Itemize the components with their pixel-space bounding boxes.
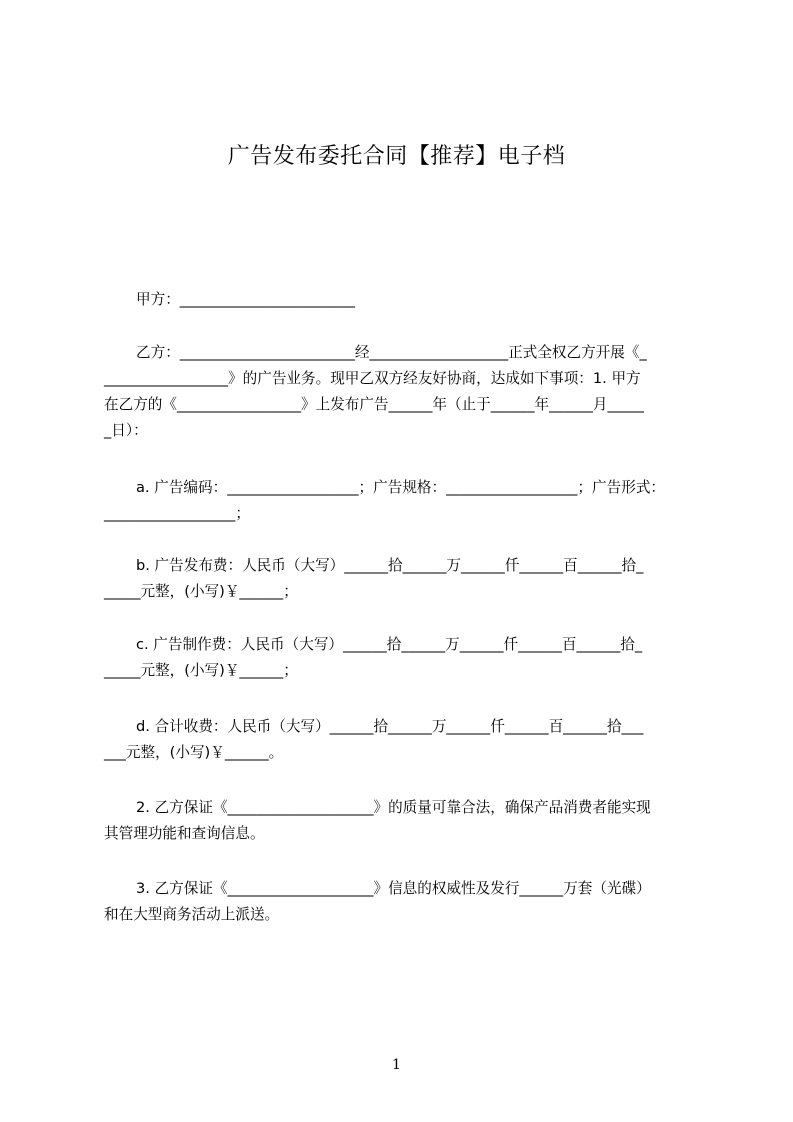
item-c-paragraph (104, 632, 704, 684)
clause-2-line-2: 其管理功能和查询信息。 (104, 825, 265, 842)
item-d-line-2: ___元整，(小写)￥______。 (104, 744, 284, 761)
party-b-line-1: 乙方：________________________经___________________正式全权乙方开展《_ (136, 344, 647, 361)
item-a-paragraph (104, 475, 704, 527)
party-a-paragraph (104, 287, 704, 313)
party-b-paragraph (104, 340, 704, 444)
clause-3-line-2: 和在大型商务活动上派送。 (104, 906, 280, 923)
item-a-line-2: __________________； (104, 505, 250, 522)
clause-3-line-1: 3. 乙方保证《____________________》信息的权威性及发行______万套（光碟） (136, 880, 651, 897)
item-b-paragraph (104, 553, 704, 605)
item-c-line-2: _____元整，(小写)￥______； (104, 662, 298, 679)
item-a-line-1: a. 广告编码：__________________；广告规格：__________________；广告形式： (136, 479, 666, 496)
clause-2-line-1: 2. 乙方保证《____________________》的质量可靠合法，确保产品消费者能实现 (136, 799, 651, 816)
item-d-paragraph (104, 714, 704, 766)
page-number: 1 (392, 1057, 401, 1073)
item-b-line-1: b. 广告发布费：人民币（大写）______拾______万______仟______百______拾_ (136, 557, 644, 574)
item-b-line-2: _____元整，(小写)￥______； (104, 583, 298, 600)
party-b-line-2: _________________》的广告业务。现甲乙双方经友好协商，达成如下事项：1. 甲方 (104, 370, 641, 387)
item-c-line-1: c. 广告制作费：人民币（大写）______拾______万______仟______百______拾_ (136, 636, 643, 653)
clause-2-paragraph (104, 795, 704, 847)
document-title: 广告发布委托合同【推荐】电子档 (227, 144, 566, 169)
clause-3-paragraph (104, 876, 704, 928)
party-a-line: 甲方：________________________ (136, 291, 355, 308)
party-b-line-3: 在乙方的《_________________》上发布广告______年（止于______年______月_____ (104, 396, 644, 413)
item-d-line-1: d. 合计收费：人民币（大写）______拾______万______仟______百______拾___ (136, 718, 644, 735)
party-b-line-4: _日）： (104, 422, 148, 439)
